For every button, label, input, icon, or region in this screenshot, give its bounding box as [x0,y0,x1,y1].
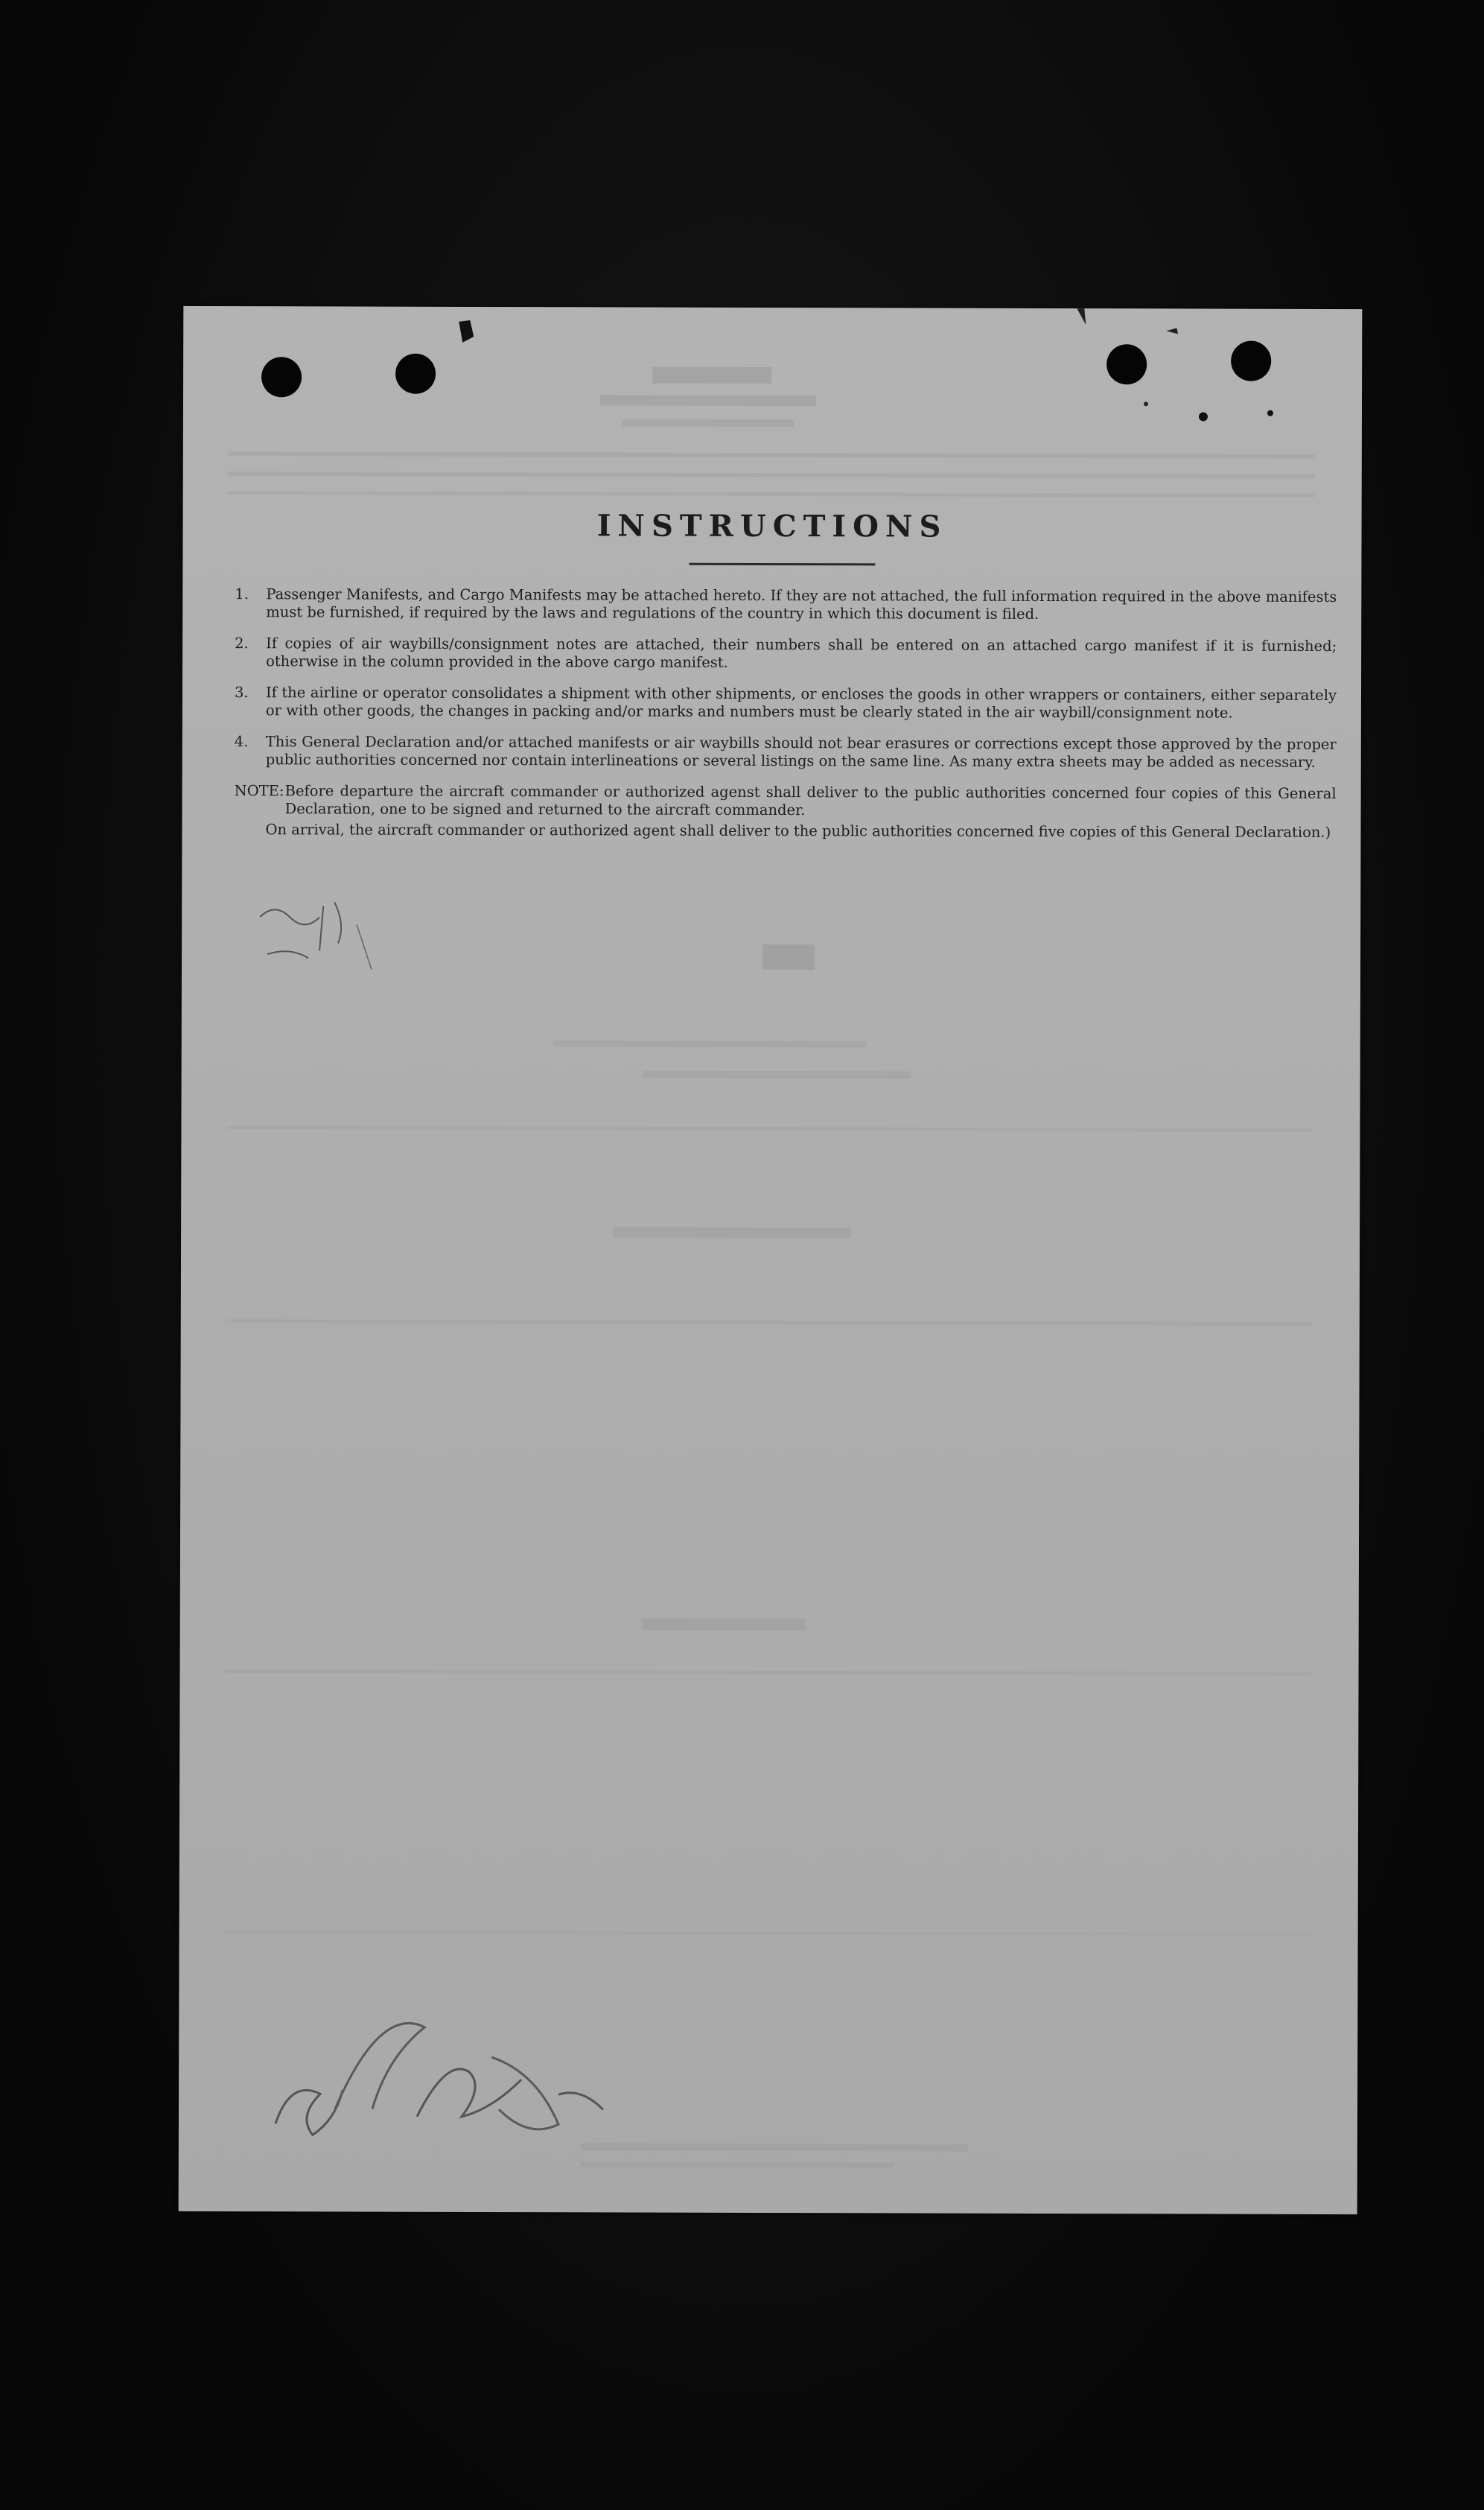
instruction-number: 1. [235,585,249,603]
document-page [179,306,1363,2214]
instruction-item [235,635,1337,673]
instruction-item [235,585,1337,624]
note-block [235,782,1337,821]
instructions-list [234,585,1337,842]
note-label: NOTE: [234,782,284,800]
punch-hole-2 [395,354,436,394]
instruction-item [235,733,1337,772]
instruction-text: This General Declaration and/or attached manifests or air waybills should not bear erasures or corrections except those approved by the proper public authorities concerned nor contain interlineations or several listings on the same line. As many extra sheets may be added as necessary. [265,733,1337,771]
note-departure-text: Before departure the aircraft commander or authorized agenst shall deliver to the public authorities concerned four copies of this General Declaration, one to be signed and returned to the aircraft commander. [284,782,1337,819]
instruction-item [235,684,1337,722]
signature [246,1997,649,2169]
punch-hole-3 [1106,344,1147,384]
note-arrival-text: On arrival, the aircraft commander or authorized agent shall deliver to the public authorities concerned five copies of this General Declaration.) [265,821,1331,841]
instruction-number: 3. [234,684,249,702]
instruction-text: Passenger Manifests, and Cargo Manifests may be attached hereto. If they are not attached, the full information required in the above manifests must be furnished, if required by the laws and regulations of the country in which this document is filed. [266,585,1337,623]
heading-underline [689,563,875,566]
instruction-text: If copies of air waybills/consignment notes are attached, their numbers shall be entered on an attached cargo manifest if it is furnished; otherwise in the column provided in the above cargo manifest. [266,635,1337,671]
instruction-text: If the airline or operator consolidates a shipment with other shipments, or encloses the goods in other wrappers or containers, either separately or with other goods, the changes in packing and/or marks and numbers must be clearly stated in the air waybill/consignment note. [265,684,1337,722]
punch-hole-4 [1231,341,1271,381]
pencil-notation [252,895,401,985]
instruction-number: 2. [235,635,249,652]
punch-hole-1 [261,357,302,397]
instruction-number: 4. [234,733,249,751]
instructions-heading: INSTRUCTIONS [596,508,948,544]
